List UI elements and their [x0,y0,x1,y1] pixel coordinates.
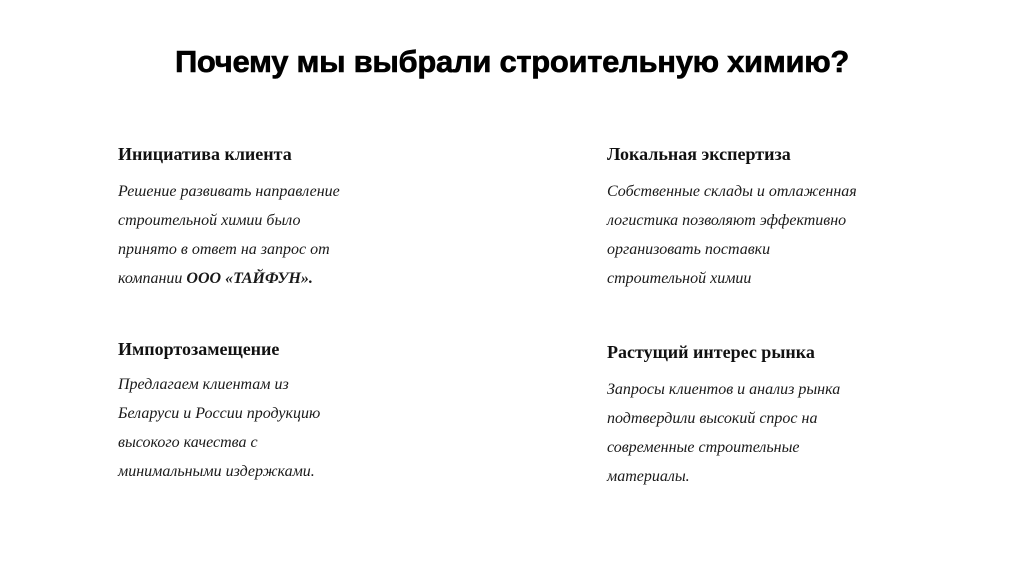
block-heading: Локальная экспертиза [607,144,791,164]
text-line [118,264,448,293]
slide-title: Почему мы выбрали строительную химию? [174,44,850,79]
text-line: современные строительные [607,439,800,456]
block-text [118,370,448,486]
text-line: высокого качества с [118,434,258,451]
block-market-interest [607,342,937,491]
text-line: Беларуси и России продукцию [118,405,321,422]
company-name: ООО «ТАЙФУН». [186,270,313,287]
text-line: принято в ответ на запрос от [118,241,330,258]
text-line: логистика позволяют эффективно [607,212,847,229]
block-text [118,177,448,293]
block-local-expertise [607,144,937,293]
text-line: организовать поставки [607,241,771,258]
text-line: строительной химии [607,270,752,287]
text-line: минимальными издержками. [118,463,315,480]
text-line: Решение развивать направление [118,183,340,200]
block-heading: Инициатива клиента [118,144,292,164]
text-line-prefix: компании [118,270,187,287]
text-line: Собственные склады и отлаженная [607,183,857,200]
block-client-initiative [118,144,448,293]
text-line: Предлагаем клиентам из [118,376,289,393]
block-text [607,375,937,491]
text-line: материалы. [607,468,690,485]
text-line: Запросы клиентов и анализ рынка [607,381,841,398]
block-import-substitution [118,339,448,486]
block-text [607,177,937,293]
block-heading: Импортозамещение [118,339,280,359]
text-line: подтвердили высокий спрос на [607,410,818,427]
text-line: строительной химии было [118,212,301,229]
block-heading: Растущий интерес рынка [607,342,815,362]
